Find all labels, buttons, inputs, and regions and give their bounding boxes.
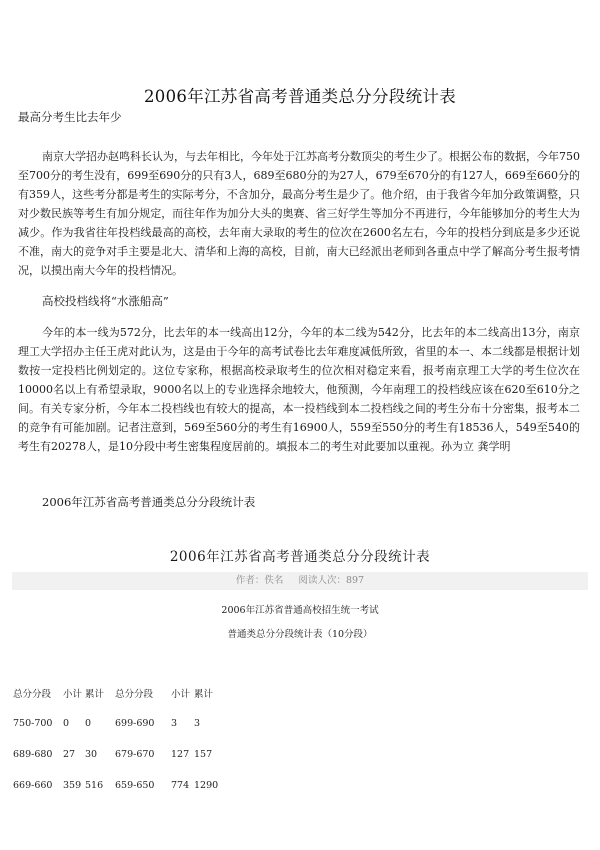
exam-title: 2006年江苏省普通高校招生统一考试 bbox=[221, 605, 379, 616]
table-cell: 669-660 bbox=[13, 780, 53, 791]
header-cell: 小计 bbox=[63, 688, 83, 700]
table-cell: 699-690 bbox=[115, 718, 155, 729]
section-heading: 高校投档线将“水涨船高” bbox=[42, 294, 169, 308]
table-cell: 157 bbox=[194, 749, 213, 760]
table-reference-caption: 2006年江苏省高考普通类总分分段统计表 bbox=[42, 495, 256, 509]
table-row bbox=[13, 762, 234, 793]
table-cell: 30 bbox=[85, 749, 98, 760]
table-cell: 750-700 bbox=[13, 718, 53, 729]
paragraph-1: 南京大学招办赵鸣科长认为，与去年相比，今年处于江苏高考分数顶尖的考生少了。根据公布的数据，今年750至700分的考生没有，699至690分的只有3人，689至680分的为27人，679至670分的有127人，669至660分的有359人，这些考分都是考生的实际考分，不含加分，最高分考生是少了。他介绍，由于我省今年加分政策调整，只对少数民族等考生有加分规定，而往年作为加分大头的奥赛、省三好学生等加分不再进行，今年能够加分的考生大为减少。作为我省往年投档线最高的高校，去年南大录取的考生的位次在2600名左右，今年的投档分到底是多少还说不准，南大的竞争对手主要是北大、清华和上海的高校，目前，南大已经派出老师到各重点中学了解高分考生报考情况，以摸出南大今年的投档情况。 bbox=[18, 150, 580, 277]
author-label: 作者：佚名 bbox=[235, 575, 284, 586]
table-row bbox=[13, 731, 234, 762]
table-cell: 689-680 bbox=[13, 749, 53, 760]
meta-bar bbox=[12, 572, 588, 590]
embedded-title: 2006年江苏省高考普通类总分分段统计表 bbox=[169, 549, 431, 565]
header-cell: 总分分段 bbox=[13, 688, 52, 700]
header-cell: 累计 bbox=[194, 688, 214, 700]
table-cell: 516 bbox=[85, 780, 104, 791]
table-cell: 774 bbox=[171, 780, 190, 791]
table-cell: 0 bbox=[85, 718, 92, 729]
table-cell: 679-670 bbox=[115, 749, 155, 760]
header-cell: 总分分段 bbox=[115, 688, 154, 700]
table-row bbox=[13, 700, 234, 731]
table-cell: 127 bbox=[171, 749, 190, 760]
table-cell: 27 bbox=[63, 749, 76, 760]
table-cell: 3 bbox=[171, 718, 178, 729]
table-cell: 1290 bbox=[194, 780, 219, 791]
table-header-row bbox=[13, 685, 234, 700]
table-cell: 359 bbox=[63, 780, 82, 791]
article-title: 2006年江苏省高考普通类总分分段统计表 bbox=[144, 87, 456, 106]
header-cell: 累计 bbox=[85, 688, 105, 700]
table-cell: 659-650 bbox=[115, 780, 155, 791]
paragraph-2: 今年的本一线为572分，比去年的本一线高出12分，今年的本二线为542分，比去年的本二线高出13分，南京理工大学招办主任王虎对此认为，这是由于今年的高考试卷比去年难度减低所致，省里的本一、本二线都是根据计划数按一定投档比例划定的。这位专家称，根据高校录取考生的位次相对稳定来看，报考南京理工大学的考生位次在10000名以上有希望录取，9000名以上的专业选择余地较大，他预测，今年南理工的投档线应该在620至610分之间。有关专家分析，今年本二投档线也有较大的提高，本一投档线到本二投档线之间的考生分布十分密集，报考本二的竞争有可能加剧。记者注意到，569至560分的考生有16900人，559至550分的考生有18536人，549至540的考生有20278人，是10分段中考生密集程度居前的。填报本二的考生对此要加以重视。孙为立 龚学明 bbox=[18, 326, 580, 453]
score-distribution-table bbox=[13, 685, 234, 793]
table-cell: 3 bbox=[194, 718, 201, 729]
reads-label: 阅读人次：897 bbox=[298, 575, 365, 586]
header-cell: 小计 bbox=[171, 688, 191, 700]
table-cell: 0 bbox=[63, 718, 70, 729]
table-caption: 普通类总分分段统计表（10分段） bbox=[227, 629, 373, 640]
article-subtitle: 最高分考生比去年少 bbox=[18, 110, 122, 124]
